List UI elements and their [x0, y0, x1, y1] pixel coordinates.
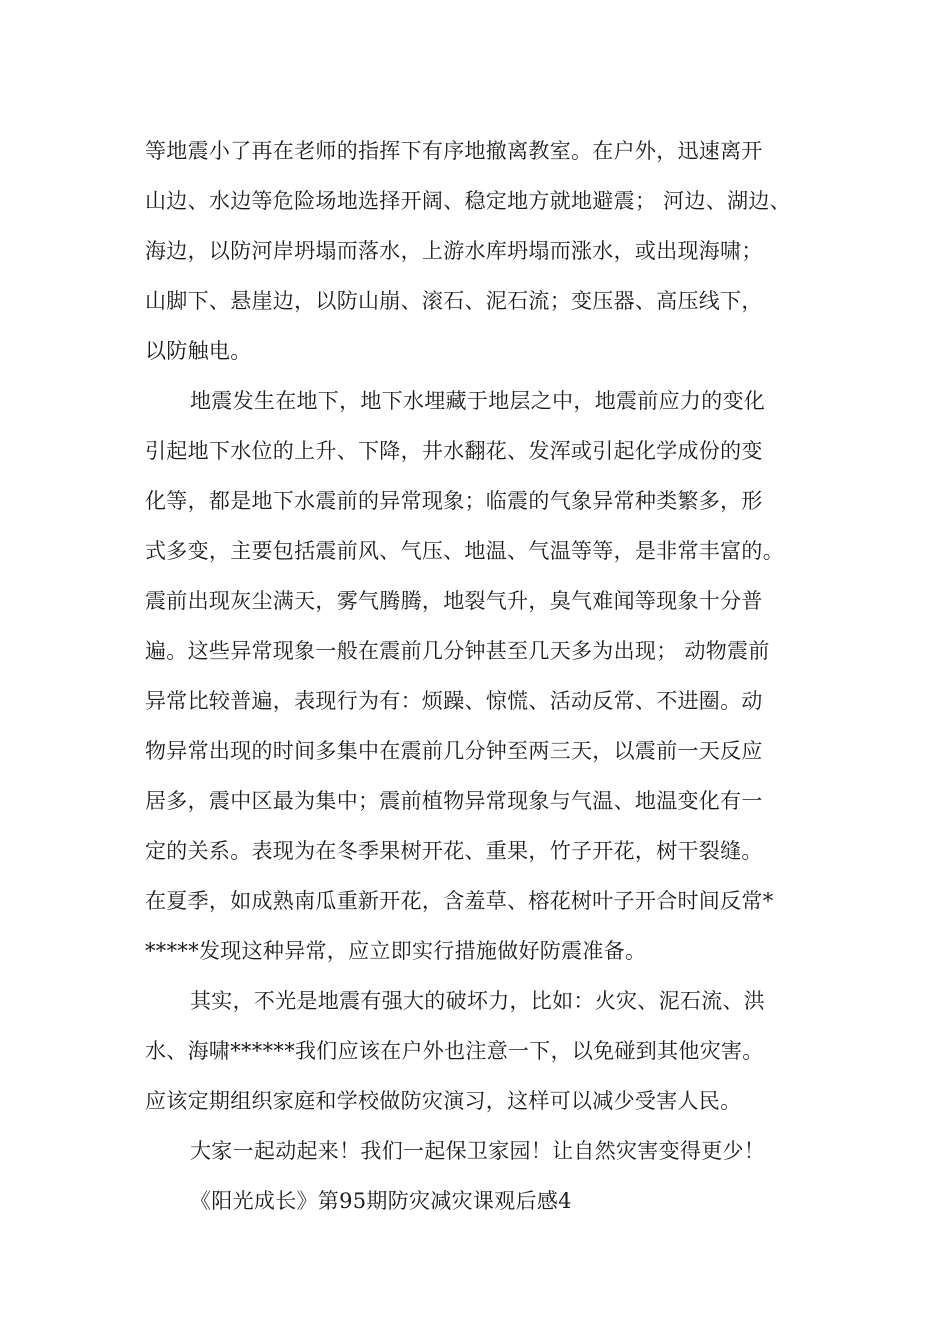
- body-text-line: 应该定期组织家庭和学校做防灾演习，这样可以减少受害人民。: [145, 1089, 742, 1113]
- body-text-line: 居多，震中区最为集中；震前植物异常现象与气温、地温变化有一: [145, 789, 763, 813]
- body-text-line: 山脚下、悬崖边，以防山崩、滚石、泥石流；变压器、高压线下，: [145, 289, 763, 313]
- body-text-line: 式多变，主要包括震前风、气压、地温、气温等等，是非常丰富的。: [145, 539, 784, 563]
- paragraph-first-line: 大家一起动起来！我们一起保卫家园！让自然灾害变得更少！: [190, 1139, 766, 1163]
- body-text-line: 山边、水边等危险场地选择开阔、稳定地方就地避震； 河边、湖边、: [145, 189, 791, 213]
- body-text-line: 定的关系。表现为在冬季果树开花、重果，竹子开花，树干裂缝。: [145, 839, 763, 863]
- body-text-line: 等地震小了再在老师的指挥下有序地撤离教室。在户外，迅速离开: [145, 139, 763, 163]
- paragraph-first-line: 其实，不光是地震有强大的破坏力，比如：火灾、泥石流、洪: [190, 989, 766, 1013]
- body-text-line: 引起地下水位的上升、下降，井水翻花、发浑或引起化学成份的变: [145, 439, 763, 463]
- body-text-line: 海边，以防河岸坍塌而落水，上游水库坍塌而涨水，或出现海啸；: [145, 239, 763, 263]
- section-heading: 《阳光成长》第95期防灾减灾课观后感4: [190, 1189, 572, 1213]
- body-text-line: 异常比较普遍，表现行为有：烦躁、惊慌、活动反常、不进圈。动: [145, 689, 763, 713]
- body-text-line: 物异常出现的时间多集中在震前几分钟至两三天，以震前一天反应: [145, 739, 763, 763]
- body-text-line: 以防触电。: [145, 339, 252, 363]
- body-text-line: 水、海啸******我们应该在户外也注意一下，以免碰到其他灾害。: [145, 1039, 764, 1063]
- body-text-line: 遍。这些异常现象一般在震前几分钟甚至几天多为出现； 动物震前: [145, 639, 770, 663]
- body-text-line: *****发现这种异常，应立即实行措施做好防震准备。: [145, 939, 647, 963]
- paragraph-first-line: 地震发生在地下，地下水埋藏于地层之中，地震前应力的变化: [190, 389, 766, 413]
- body-text-line: 震前出现灰尘满天，雾气腾腾，地裂气升，臭气难闻等现象十分普: [145, 589, 763, 613]
- body-text-line: 在夏季，如成熟南瓜重新开花，含羞草、榕花树叶子开合时间反常*: [145, 889, 774, 913]
- body-text-line: 化等，都是地下水震前的异常现象；临震的气象异常种类繁多，形: [145, 489, 763, 513]
